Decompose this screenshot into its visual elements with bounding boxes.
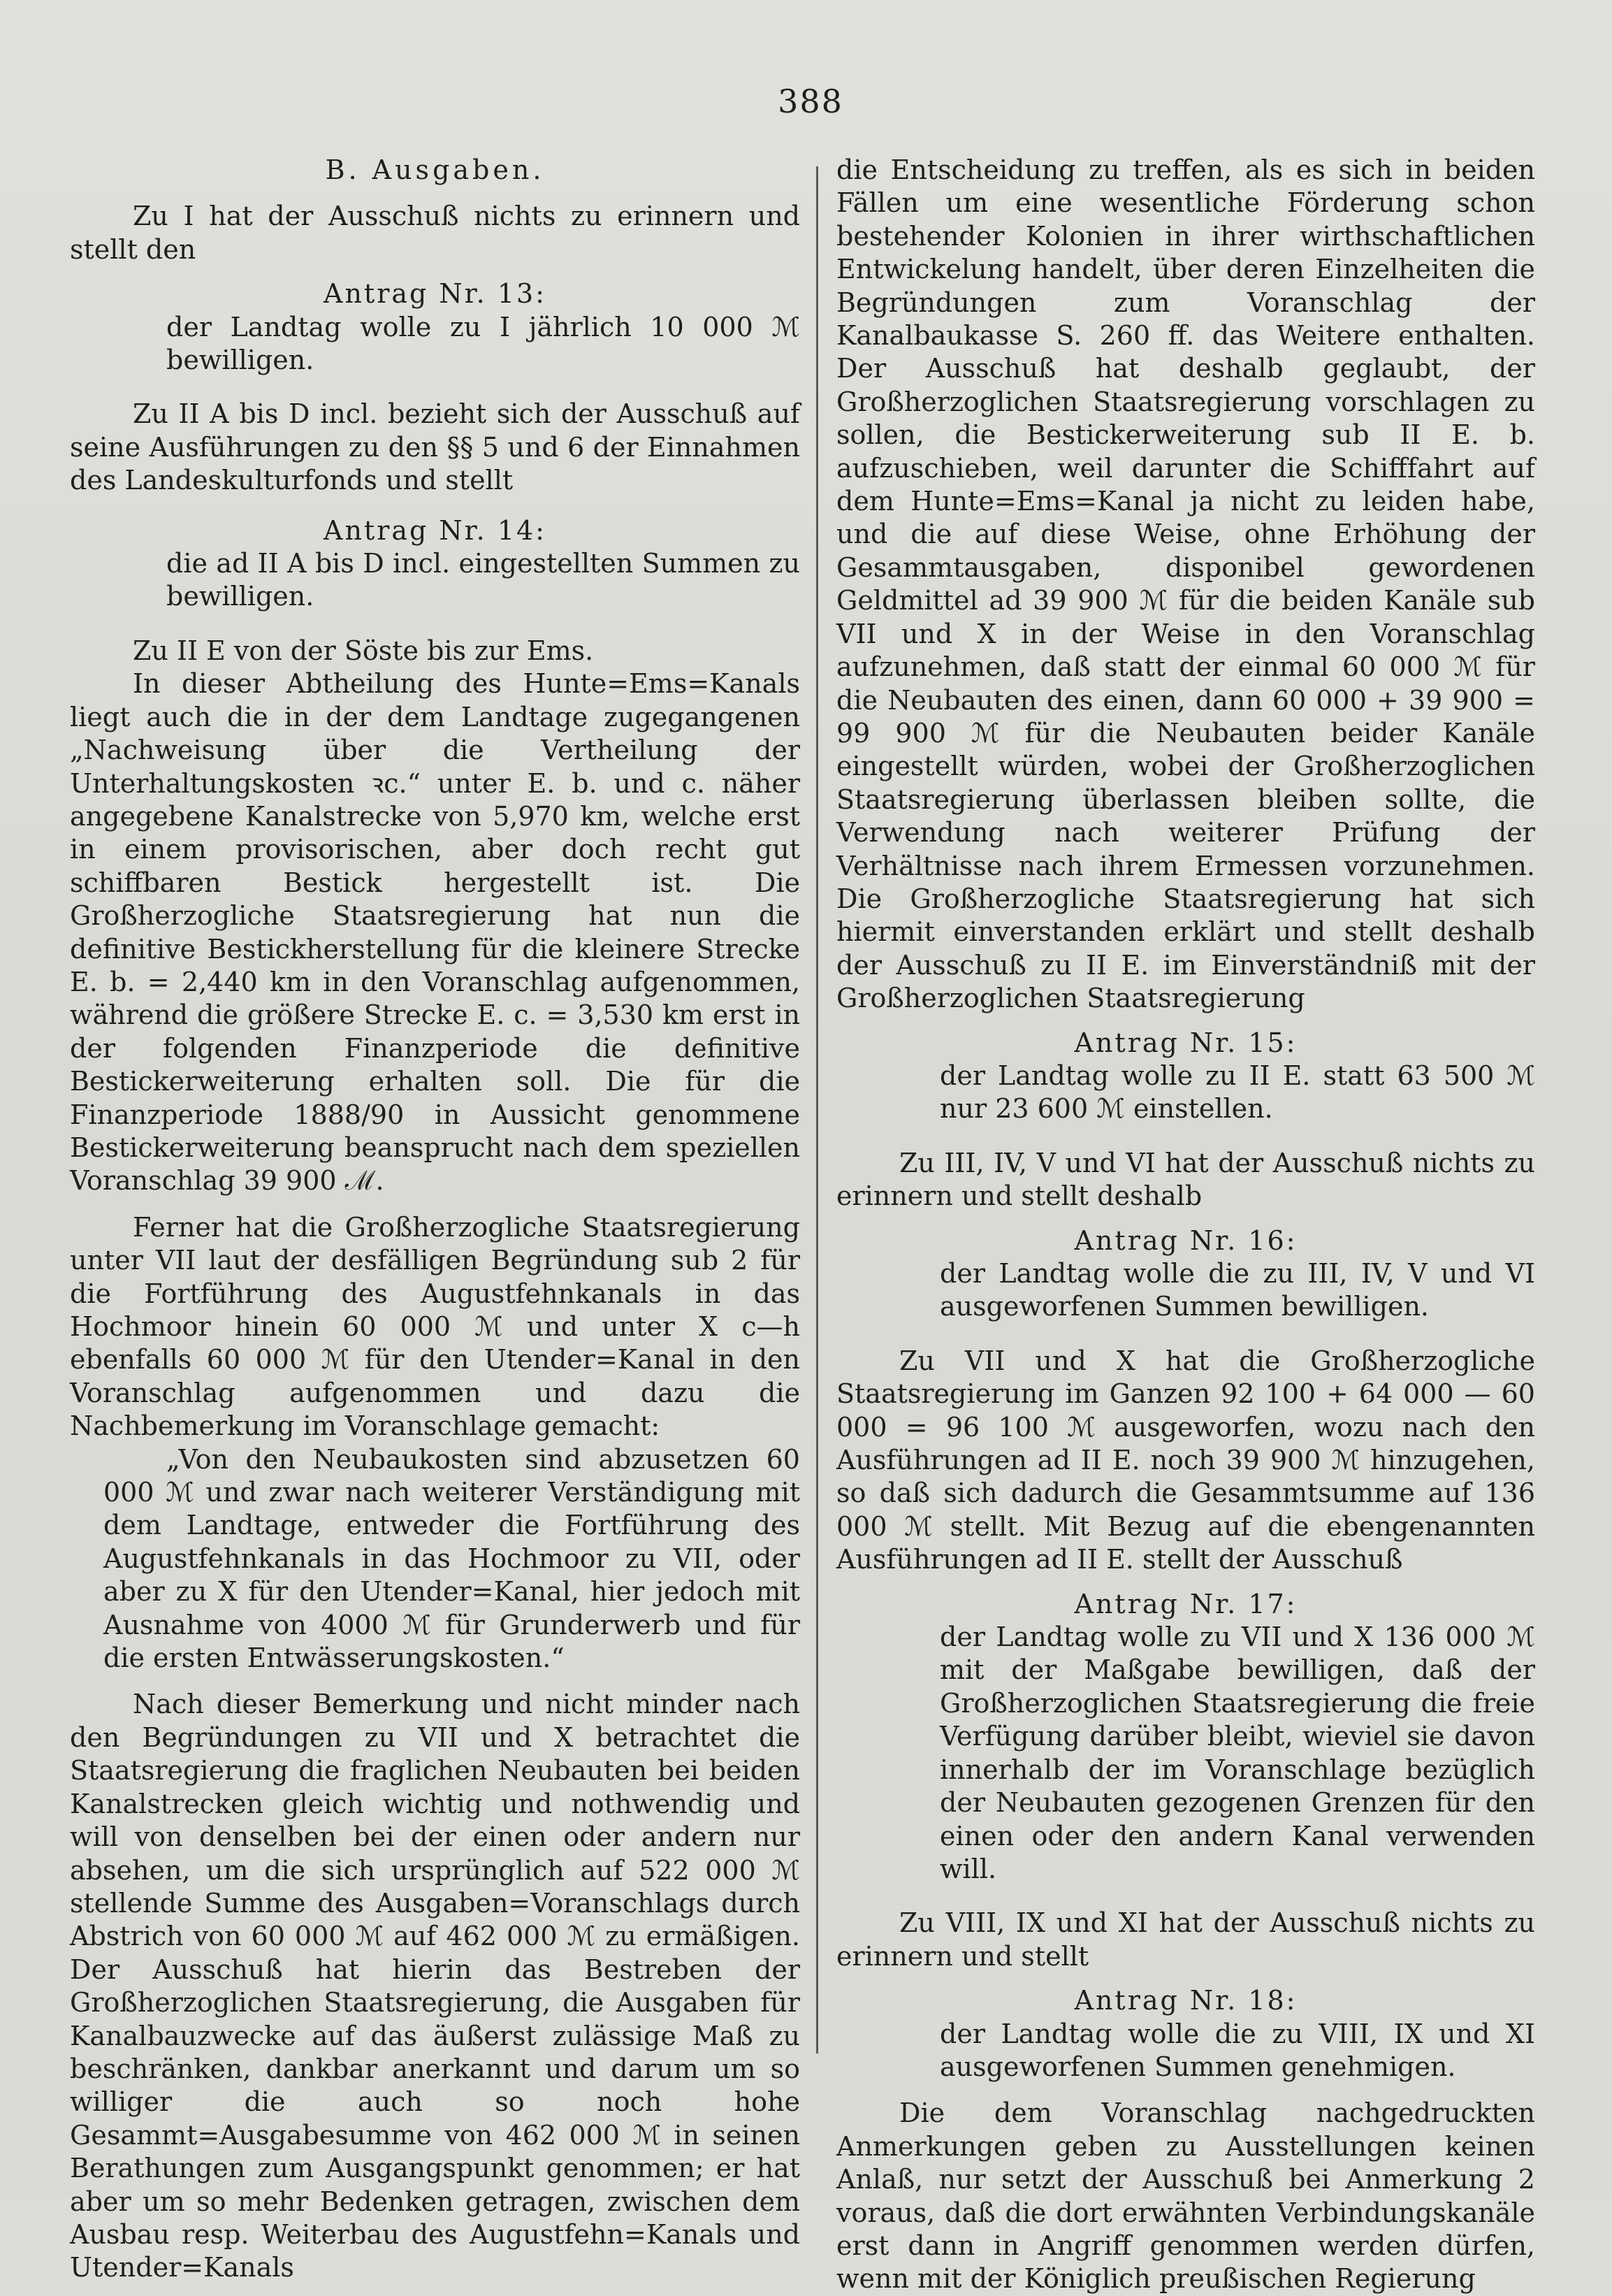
antrag-13-title: Antrag Nr. 13: [324,278,546,310]
antrag-18-title: Antrag Nr. 18: [1074,1985,1298,2016]
antrag-15-body: der Landtag wolle zu II E. statt 63 500 ℳ nur 23 600 ℳ einstellen. [940,1060,1535,1125]
paragraph-abtheilung: In dieser Abtheilung des Hunte=Ems=Kanals liegt auch die in der dem Landtage zugegangenen „Nachweisung über die Vertheilung der Unterhaltungskosten ꝛc.“ unter E. b. und c. näher angegebene Kanalstrecke von 5,970 km, welche erst in einem provisorischen, aber doch recht gut schiffbaren Bestick hergestellt ist. Die Großherzogliche Staatsregierung hat nun die definitive Bestickherstellung für die kleinere Strecke E. b. = 2,440 km in den Voranschlag aufgenommen, während die größere Strecke E. c. = 3,530 km erst in der folgenden Finanzperiode die definitive Bestickerweiterung erhalten soll. Die für die Finanzperiode 1888/90 in Aussicht genommene Bestickerweiterung beansprucht nach dem speziellen Voranschlag 39 900 ℳ. [70,668,800,1197]
section-heading: B. Ausgaben. [325,154,545,185]
antrag-18-body: der Landtag wolle die zu VIII, IX und XI ausgeworfenen Summen genehmigen. [940,2018,1535,2082]
antrag-16-title: Antrag Nr. 16: [1074,1225,1298,1256]
paragraph-zu-II-A: Zu II A bis D incl. bezieht sich der Ausschuß auf seine Ausführungen zu den §§ 5 und 6 der Einnahmen des Landeskulturfonds und stellt [70,398,800,496]
paragraph-zu-II-E-heading: Zu II E von der Söste bis zur Ems. [133,635,594,666]
antrag-17-title: Antrag Nr. 17: [1074,1588,1298,1619]
paragraph-zu-VII: Zu VII und X hat die Großherzogliche Staatsregierung im Ganzen 92 100 + 64 000 — 60 000 = 96 100 ℳ ausgeworfen, wozu nach den Ausführungen ad II E. noch 39 900 ℳ hinzugehen, so daß sich dadurch die Gesammtsumme auf 136 000 ℳ stellt. Mit Bezug auf die ebengenannten Ausführungen ad II E. stellt der Ausschuß [836,1345,1535,1575]
paragraph-zu-III: Zu III, IV, V und VI hat der Ausschuß nichts zu erinnern und stellt deshalb [836,1147,1535,1212]
paragraph-nach: Nach dieser Bemerkung und nicht minder nach den Begründungen zu VII und X betrachtet die Staatsregierung die fraglichen Neubauten bei beiden Kanalstrecken gleich wichtig und nothwendig und will von denselben bei der einen oder andern nur absehen, um die sich ursprünglich auf 522 000 ℳ stellende Summe des Ausgaben=Voranschlags durch Abstrich von 60 000 ℳ auf 462 000 ℳ zu ermäßigen. Der Ausschuß hat hierin das Bestreben der Großherzoglichen Staatsregierung, die Ausgaben für Kanalbauzwecke auf das äußerst zulässige Maß zu beschränken, dankbar anerkannt und darum um so williger die auch so noch hohe Gesammt=Ausgabesumme von 462 000 ℳ in seinen Berathungen zum Ausgangspunkt genommen; er hat aber um so mehr Bedenken getragen, zwischen dem Ausbau resp. Weiterbau des Augustfehn=Kanals und Utender=Kanals [70,1689,800,2283]
right-column [836,154,1535,2296]
column-divider [816,166,818,2053]
paragraph-zu-VIII: Zu VIII, IX und XI hat der Ausschuß nichts zu erinnern und stellt [836,1907,1535,1972]
paragraph-quote: „Von den Neubaukosten sind abzusetzen 60 000 ℳ und zwar nach weiterer Verständigung mit dem Landtage, entweder die Fortführung des Augustfehnkanals in das Hochmoor zu VII, oder aber zu X für den Utender=Kanal, hier jedoch mit Ausnahme von 4000 ℳ für Grunderwerb und für die ersten Entwässerungskosten.“ [103,1443,800,1674]
page-number: 388 [778,82,843,120]
antrag-17-body: der Landtag wolle zu VII und X 136 000 ℳ mit der Maßgabe bewilligen, daß der Großherzoglichen Staatsregierung die freie Verfügung darüber bleibt, wieviel sie davon innerhalb der im Voranschlage bezüglich der Neubauten gezogenen Grenzen für den einen oder den andern Kanal verwenden will. [940,1622,1535,1884]
antrag-16-body: der Landtag wolle die zu III, IV, V und VI ausgeworfenen Summen bewilligen. [940,1258,1535,1322]
paragraph-ferner: Ferner hat die Großherzogliche Staatsregierung unter VII laut der desfälligen Begründung sub 2 für die Fortführung des Augustfehnkanals in das Hochmoor hinein 60 000 ℳ und unter X c—h ebenfalls 60 000 ℳ für den Utender=Kanal in den Voranschlag aufgenommen und dazu die Nachbemerkung im Voranschlage gemacht: [70,1211,800,1442]
antrag-14-body: die ad II A bis D incl. eingestellten Summen zu bewilligen. [166,548,800,612]
antrag-13-body: der Landtag wolle zu I jährlich 10 000 ℳ bewilligen. [166,311,800,376]
antrag-14-title: Antrag Nr. 14: [324,514,546,546]
antrag-15-title: Antrag Nr. 15: [1074,1027,1298,1058]
paragraph-continuation: die Entscheidung zu treffen, als es sich in beiden Fällen um eine wesentliche Förderung schon bestehender Kolonien in ihrer wirthschaftlichen Entwickelung handelt, über deren Einzelheiten die Begründungen zum Voranschlag der Kanalbaukasse S. 260 ff. das Weitere enthalten. Der Ausschuß hat deshalb geglaubt, der Großherzoglichen Staatsregierung vorschlagen zu sollen, die Bestickerweiterung sub II E. b. aufzuschieben, weil darunter die Schifffahrt auf dem Hunte=Ems=Kanal ja nicht zu leiden habe, und die auf diese Weise, ohne Erhöhung der Gesammtausgaben, disponibel gewordenen Geldmittel ad 39 900 ℳ für die beiden Kanäle sub VII und X in der Weise in den Voranschlag aufzunehmen, daß statt der einmal 60 000 ℳ für die Neubauten des einen, dann 60 000 + 39 900 = 99 900 ℳ für die Neubauten beider Kanäle eingestellt würden, wobei der Großherzoglichen Staatsregierung überlassen bleiben sollte, die Verwendung nach weiterer Prüfung der Verhältnisse nach ihrem Ermessen vorzunehmen. Die Großherzogliche Staatsregierung hat sich hiermit einverstanden erklärt und stellt deshalb der Ausschuß zu II E. im Einverständniß mit der Großherzoglichen Staatsregierung [836,154,1535,1014]
left-column [70,154,800,2285]
paragraph-anmerkungen: Die dem Voranschlag nachgedruckten Anmerkungen geben zu Ausstellungen keinen Anlaß, nur setzt der Ausschuß bei Anmerkung 2 voraus, daß die dort erwähnten Verbindungskanäle erst dann in Angriff genommen werden dürfen, wenn mit der Königlich preußischen Regierung [836,2098,1535,2295]
paragraph-zu-I: Zu I hat der Ausschuß nichts zu erinnern und stellt den [70,201,800,265]
